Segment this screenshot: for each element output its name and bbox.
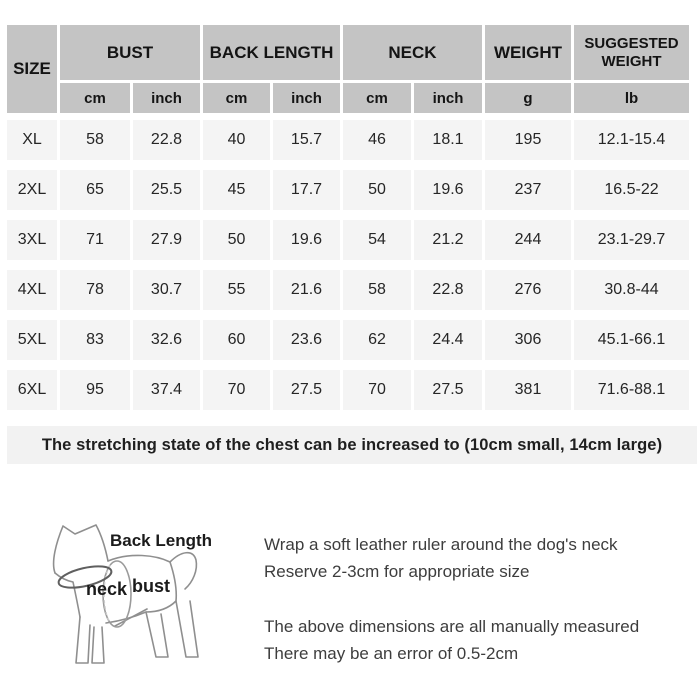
table-cell: 50 [343,170,411,210]
size-label: XL [7,120,57,160]
column-header-back-length: BACK LENGTH [203,25,340,80]
table-row-3xl [7,220,697,260]
table-cell: 71.6-88.1 [574,370,689,410]
dog-measurement-diagram [30,505,265,700]
table-cell: 17.7 [273,170,340,210]
table-cell: 276 [485,270,571,310]
table-cell: 12.1-15.4 [574,120,689,160]
table-cell: 95 [60,370,130,410]
unit-header-bust-inch: inch [133,83,200,113]
table-cell: 71 [60,220,130,260]
table-cell: 30.8-44 [574,270,689,310]
table-cell: 70 [203,370,270,410]
column-header-neck: NECK [343,25,482,80]
neck-label: neck [86,579,128,599]
instruction-line-1: Wrap a soft leather ruler around the dog's neck [264,535,618,554]
table-cell: 55 [203,270,270,310]
back-length-label: Back Length [110,531,213,550]
table-cell: 15.7 [273,120,340,160]
size-label: 6XL [7,370,57,410]
unit-header-back-inch: inch [273,83,340,113]
table-cell: 60 [203,320,270,360]
size-label: 2XL [7,170,57,210]
stretch-note: The stretching state of the chest can be increased to (10cm small, 14cm large) [7,426,697,464]
unit-header-bust-cm: cm [60,83,130,113]
table-header [7,25,697,113]
table-cell: 23.1-29.7 [574,220,689,260]
table-cell: 195 [485,120,571,160]
table-cell: 25.5 [133,170,200,210]
table-cell: 22.8 [414,270,482,310]
table-cell: 27.5 [273,370,340,410]
table-cell: 46 [343,120,411,160]
measuring-instructions [264,531,684,667]
table-cell: 244 [485,220,571,260]
size-label: 4XL [7,270,57,310]
table-cell: 83 [60,320,130,360]
table-cell: 45 [203,170,270,210]
instruction-line-3: The above dimensions are all manually measured [264,617,640,636]
table-cell: 70 [343,370,411,410]
table-cell: 306 [485,320,571,360]
table-cell: 62 [343,320,411,360]
table-cell: 40 [203,120,270,160]
table-cell: 381 [485,370,571,410]
unit-header-neck-inch: inch [414,83,482,113]
table-cell: 19.6 [414,170,482,210]
table-cell: 22.8 [133,120,200,160]
table-cell: 18.1 [414,120,482,160]
column-header-suggested-weight: SUGGESTED WEIGHT [574,25,689,80]
column-header-bust: BUST [60,25,200,80]
table-cell: 16.5-22 [574,170,689,210]
table-cell: 65 [60,170,130,210]
size-chart-table [7,25,697,464]
table-row-4xl [7,270,697,310]
unit-header-weight-g: g [485,83,571,113]
table-cell: 30.7 [133,270,200,310]
table-row-5xl [7,320,697,360]
column-header-weight: WEIGHT [485,25,571,80]
table-cell: 58 [343,270,411,310]
table-cell: 45.1-66.1 [574,320,689,360]
table-cell: 58 [60,120,130,160]
size-label: 3XL [7,220,57,260]
table-row-2xl [7,170,697,210]
unit-header-back-cm: cm [203,83,270,113]
table-cell: 54 [343,220,411,260]
table-cell: 32.6 [133,320,200,360]
instruction-line-4: There may be an error of 0.5-2cm [264,644,519,663]
table-cell: 21.2 [414,220,482,260]
table-cell: 237 [485,170,571,210]
table-cell: 27.9 [133,220,200,260]
table-cell: 37.4 [133,370,200,410]
table-row-6xl [7,370,697,410]
table-cell: 24.4 [414,320,482,360]
column-header-size: SIZE [7,25,57,113]
table-row-xl [7,120,697,160]
table-cell: 27.5 [414,370,482,410]
table-cell: 21.6 [273,270,340,310]
table-cell: 19.6 [273,220,340,260]
bust-label: bust [132,576,170,596]
size-label: 5XL [7,320,57,360]
unit-header-weight-lb: lb [574,83,689,113]
table-cell: 78 [60,270,130,310]
table-cell: 50 [203,220,270,260]
instruction-line-2: Reserve 2-3cm for appropriate size [264,562,530,581]
table-cell: 23.6 [273,320,340,360]
unit-header-neck-cm: cm [343,83,411,113]
